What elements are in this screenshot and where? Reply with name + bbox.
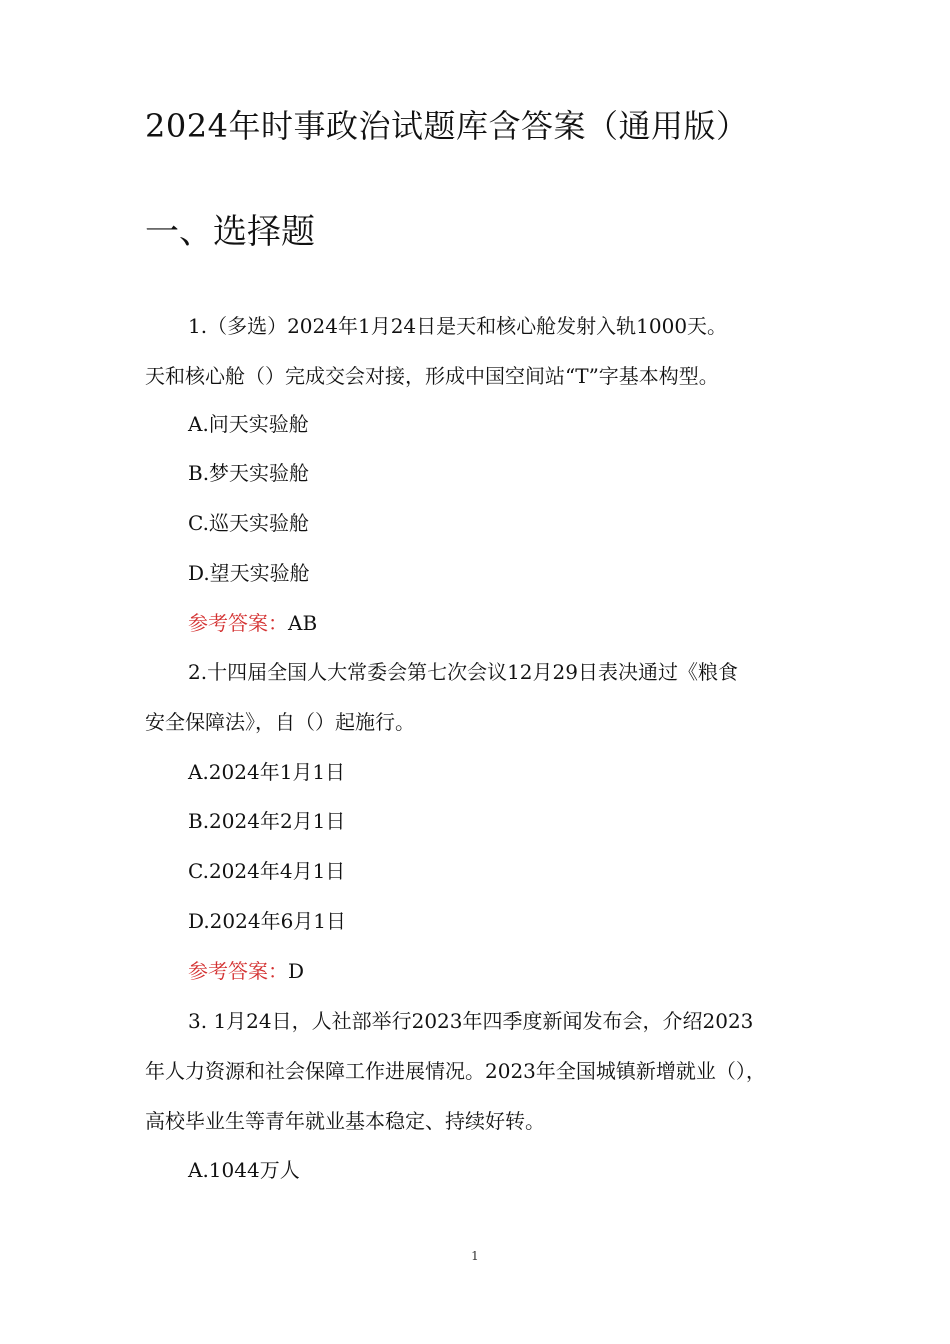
question-2-option-b: B.2024年2月1日 (188, 809, 346, 833)
question-1-option-a: A.问天实验舱 (188, 412, 309, 436)
question-1-line-2: 天和核心舱（）完成交会对接，形成中国空间站“T”字基本构型。 (145, 364, 719, 388)
question-3-option-a: A.1044万人 (188, 1158, 300, 1182)
question-3-line-1: 3. 1月24日，人社部举行2023年四季度新闻发布会，介绍2023 (188, 1009, 754, 1033)
question-2-option-d: D.2024年6月1日 (188, 909, 347, 933)
question-1-answer (188, 608, 317, 638)
answer-label: 参考答案： (188, 959, 288, 983)
question-1-option-d: D.望天实验舱 (188, 561, 310, 585)
question-3-line-3: 高校毕业生等青年就业基本稳定、持续好转。 (145, 1109, 545, 1133)
page-number: 1 (471, 1249, 479, 1263)
question-1-option-b: B.梦天实验舱 (188, 461, 310, 485)
question-2-answer (188, 956, 304, 986)
answer-value: D (288, 959, 305, 983)
question-2-line-2: 安全保障法》，自（）起施行。 (145, 710, 415, 734)
question-2-option-a: A.2024年1月1日 (188, 760, 346, 784)
answer-value: AB (288, 611, 318, 635)
question-2-line-1: 2.十四届全国人大常委会第七次会议12月29日表决通过《粮食 (188, 660, 738, 684)
question-2-option-c: C.2024年4月1日 (188, 859, 346, 883)
answer-label: 参考答案： (188, 611, 288, 635)
question-1-line-1: 1.（多选）2024年1月24日是天和核心舱发射入轨1000天。 (188, 314, 728, 338)
question-1-option-c: C.巡天实验舱 (188, 511, 309, 535)
question-3-line-2: 年人力资源和社会保障工作进展情况。2023年全国城镇新增就业（）， (145, 1059, 766, 1083)
document-title: 2024年时事政治试题库含答案（通用版） (145, 107, 749, 145)
section-heading: 一、选择题 (145, 212, 315, 252)
